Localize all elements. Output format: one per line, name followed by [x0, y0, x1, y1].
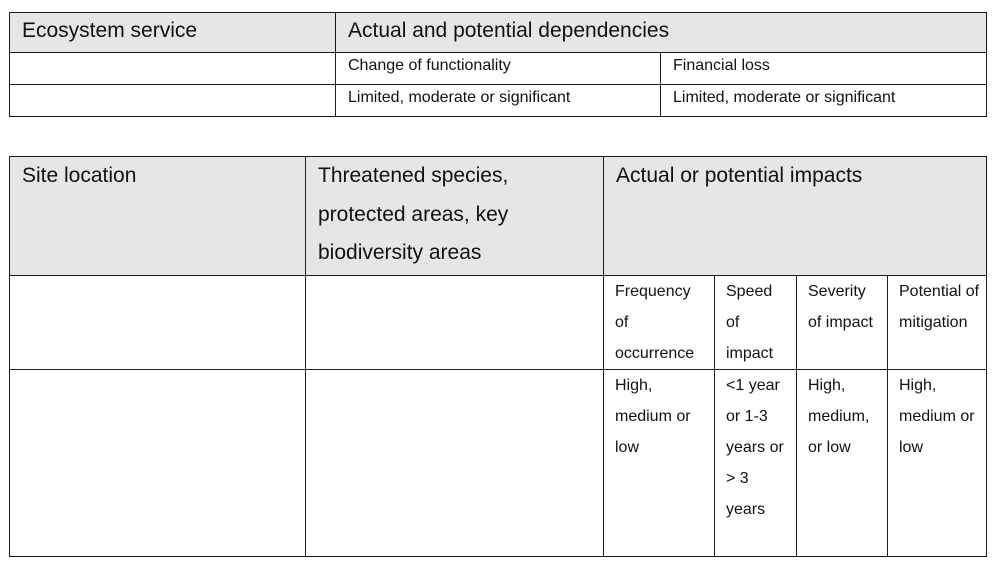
header-impacts: Actual or potential impacts	[604, 157, 987, 276]
scale-frequency: High, medium or low	[604, 370, 715, 557]
criteria-frequency: Frequency of occurrence	[604, 276, 715, 370]
dependencies-header-row	[10, 13, 987, 53]
col-financial-loss: Financial loss	[661, 53, 987, 85]
dependencies-table	[9, 12, 987, 117]
scale-severity: High, medium, or low	[797, 370, 888, 557]
empty-cell	[10, 53, 336, 85]
header-ecosystem-service: Ecosystem service	[10, 13, 336, 53]
criteria-row	[10, 276, 987, 370]
value-functionality: Limited, moderate or significant	[336, 85, 661, 117]
value-financial: Limited, moderate or significant	[661, 85, 987, 117]
empty-cell	[306, 370, 604, 557]
header-threatened-species: Threatened species, protected areas, key biodiversity areas	[306, 157, 604, 276]
empty-cell	[306, 276, 604, 370]
criteria-speed: Speed of impact	[715, 276, 797, 370]
dependencies-values-row	[10, 85, 987, 117]
col-change-of-functionality: Change of functionality	[336, 53, 661, 85]
scale-mitigation: High, medium or low	[888, 370, 987, 557]
dependencies-subheader-row	[10, 53, 987, 85]
scale-row	[10, 370, 987, 557]
empty-cell	[10, 85, 336, 117]
header-dependencies: Actual and potential dependencies	[336, 13, 987, 53]
scale-speed: <1 year or 1-3 years or > 3 years	[715, 370, 797, 557]
impacts-header-row	[10, 157, 987, 276]
empty-cell	[10, 276, 306, 370]
impacts-table	[9, 156, 987, 557]
empty-cell	[10, 370, 306, 557]
header-site-location: Site location	[10, 157, 306, 276]
criteria-mitigation: Potential of mitigation	[888, 276, 987, 370]
criteria-severity: Severity of impact	[797, 276, 888, 370]
